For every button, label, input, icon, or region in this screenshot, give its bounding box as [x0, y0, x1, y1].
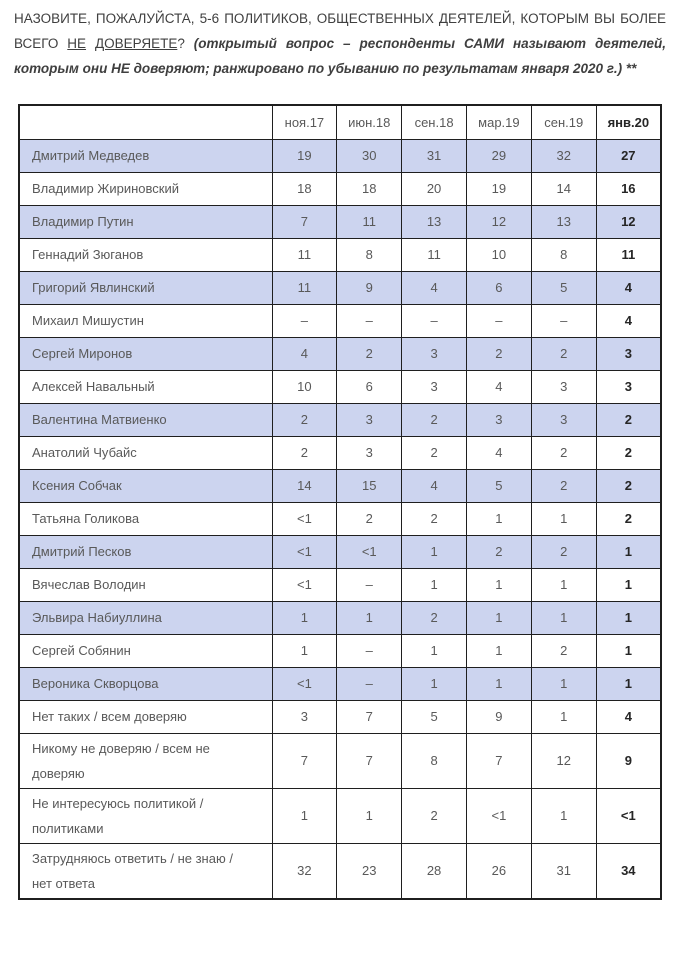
- row-value: 9: [466, 700, 531, 733]
- row-label: Михаил Мишустин: [19, 304, 272, 337]
- row-label: Ксения Собчак: [19, 469, 272, 502]
- row-value: 7: [272, 733, 337, 788]
- row-label: Владимир Жириновский: [19, 172, 272, 205]
- row-value: 1: [272, 788, 337, 843]
- row-label: Вячеслав Володин: [19, 568, 272, 601]
- row-value: 3: [596, 337, 661, 370]
- row-value: 1: [402, 634, 467, 667]
- table-row: [19, 535, 661, 568]
- row-value: 1: [466, 568, 531, 601]
- column-header: ноя.17: [272, 105, 337, 139]
- row-value: 1: [337, 788, 402, 843]
- row-label: Вероника Скворцова: [19, 667, 272, 700]
- column-header: июн.18: [337, 105, 402, 139]
- row-value: 4: [596, 304, 661, 337]
- row-value: 3: [402, 337, 467, 370]
- row-value: 12: [531, 733, 596, 788]
- row-value: <1: [272, 568, 337, 601]
- row-value: 4: [466, 370, 531, 403]
- row-value: 1: [402, 568, 467, 601]
- row-label: Нет таких / всем доверяю: [19, 700, 272, 733]
- row-value: 1: [596, 535, 661, 568]
- row-value: –: [402, 304, 467, 337]
- row-value: 2: [466, 535, 531, 568]
- row-value: 2: [272, 403, 337, 436]
- row-value: 2: [402, 788, 467, 843]
- row-value: 28: [402, 843, 467, 899]
- row-label: Владимир Путин: [19, 205, 272, 238]
- row-value: 4: [402, 469, 467, 502]
- row-value: 1: [272, 634, 337, 667]
- row-label: Григорий Явлинский: [19, 271, 272, 304]
- row-value: 7: [337, 733, 402, 788]
- table-row: [19, 436, 661, 469]
- row-value: 26: [466, 843, 531, 899]
- row-value: 12: [466, 205, 531, 238]
- table-row: [19, 601, 661, 634]
- row-value: 29: [466, 139, 531, 172]
- row-value: 9: [337, 271, 402, 304]
- row-value: 2: [337, 502, 402, 535]
- table-row: [19, 469, 661, 502]
- row-value: –: [337, 304, 402, 337]
- row-value: 1: [596, 634, 661, 667]
- row-label: Дмитрий Медведев: [19, 139, 272, 172]
- row-label: Никому не доверяю / всем не доверяю: [19, 733, 272, 788]
- row-value: 16: [596, 172, 661, 205]
- table-header-row: [19, 105, 661, 139]
- row-label: Алексей Навальный: [19, 370, 272, 403]
- table-row: [19, 337, 661, 370]
- row-value: 6: [337, 370, 402, 403]
- row-label: Геннадий Зюганов: [19, 238, 272, 271]
- row-value: <1: [272, 535, 337, 568]
- row-value: 2: [402, 601, 467, 634]
- row-value: 8: [402, 733, 467, 788]
- table-row: [19, 370, 661, 403]
- row-value: <1: [272, 667, 337, 700]
- row-value: 1: [272, 601, 337, 634]
- row-value: 9: [596, 733, 661, 788]
- row-label: Анатолий Чубайс: [19, 436, 272, 469]
- row-value: 1: [531, 601, 596, 634]
- row-value: 13: [402, 205, 467, 238]
- row-value: 2: [531, 535, 596, 568]
- question-segment: ?: [177, 36, 194, 51]
- row-value: –: [337, 634, 402, 667]
- table-row: [19, 667, 661, 700]
- row-value: 1: [466, 502, 531, 535]
- row-value: 18: [337, 172, 402, 205]
- row-value: <1: [337, 535, 402, 568]
- row-value: 3: [402, 370, 467, 403]
- row-value: 2: [531, 469, 596, 502]
- row-value: 1: [466, 667, 531, 700]
- row-value: <1: [272, 502, 337, 535]
- table-row: [19, 788, 661, 843]
- row-value: 2: [596, 502, 661, 535]
- corner-cell: [19, 105, 272, 139]
- table-row: [19, 634, 661, 667]
- row-value: 1: [466, 634, 531, 667]
- table-row: [19, 700, 661, 733]
- row-value: 4: [596, 271, 661, 304]
- row-value: 11: [402, 238, 467, 271]
- row-value: 3: [596, 370, 661, 403]
- row-value: 3: [531, 370, 596, 403]
- row-label: Сергей Миронов: [19, 337, 272, 370]
- row-value: 2: [402, 436, 467, 469]
- row-value: 1: [531, 568, 596, 601]
- row-value: 5: [531, 271, 596, 304]
- row-value: –: [466, 304, 531, 337]
- table-row: [19, 271, 661, 304]
- row-value: 7: [272, 205, 337, 238]
- row-value: 2: [402, 403, 467, 436]
- row-value: 19: [466, 172, 531, 205]
- table-body: [19, 139, 661, 899]
- column-header: мар.19: [466, 105, 531, 139]
- table-head: [19, 105, 661, 139]
- table-row: [19, 568, 661, 601]
- table-row: [19, 139, 661, 172]
- column-header: янв.20: [596, 105, 661, 139]
- row-value: 20: [402, 172, 467, 205]
- question-segment: (открытый вопрос – респонденты САМИ называют деятелей, которым они НЕ доверяют; ранжировано по убыванию по результатам января 2020 г.) **: [14, 36, 666, 76]
- row-value: 2: [466, 337, 531, 370]
- row-value: 4: [272, 337, 337, 370]
- row-value: 27: [596, 139, 661, 172]
- row-value: 1: [531, 502, 596, 535]
- row-value: 34: [596, 843, 661, 899]
- row-value: 3: [337, 436, 402, 469]
- table-row: [19, 502, 661, 535]
- row-value: 32: [272, 843, 337, 899]
- row-value: 2: [402, 502, 467, 535]
- row-value: 2: [596, 403, 661, 436]
- row-value: 2: [531, 337, 596, 370]
- row-value: 1: [531, 700, 596, 733]
- row-label: Дмитрий Песков: [19, 535, 272, 568]
- row-label: Не интересуюсь политикой / политиками: [19, 788, 272, 843]
- column-header: сен.18: [402, 105, 467, 139]
- row-value: 3: [272, 700, 337, 733]
- table-row: [19, 403, 661, 436]
- row-value: 1: [337, 601, 402, 634]
- row-value: –: [272, 304, 337, 337]
- row-value: 14: [531, 172, 596, 205]
- row-value: 10: [272, 370, 337, 403]
- row-value: 11: [596, 238, 661, 271]
- row-value: 1: [596, 568, 661, 601]
- row-value: 8: [337, 238, 402, 271]
- row-value: 1: [531, 667, 596, 700]
- row-value: <1: [596, 788, 661, 843]
- question-text: [14, 6, 666, 81]
- row-value: 3: [531, 403, 596, 436]
- row-value: 12: [596, 205, 661, 238]
- table-row: [19, 238, 661, 271]
- table-row: [19, 733, 661, 788]
- row-value: 8: [531, 238, 596, 271]
- row-value: 2: [531, 634, 596, 667]
- row-value: 18: [272, 172, 337, 205]
- distrust-table: [18, 104, 662, 900]
- row-value: 14: [272, 469, 337, 502]
- row-value: 2: [272, 436, 337, 469]
- row-label: Валентина Матвиенко: [19, 403, 272, 436]
- table-row: [19, 172, 661, 205]
- row-label: Сергей Собянин: [19, 634, 272, 667]
- row-label: Затрудняюсь ответить / не знаю / нет ответа: [19, 843, 272, 899]
- column-header: сен.19: [531, 105, 596, 139]
- row-label: Эльвира Набиуллина: [19, 601, 272, 634]
- row-value: 1: [402, 667, 467, 700]
- row-value: 5: [466, 469, 531, 502]
- row-value: 11: [337, 205, 402, 238]
- row-value: 19: [272, 139, 337, 172]
- row-value: 1: [402, 535, 467, 568]
- row-value: 2: [531, 436, 596, 469]
- row-label: Татьяна Голикова: [19, 502, 272, 535]
- row-value: –: [337, 667, 402, 700]
- row-value: 30: [337, 139, 402, 172]
- row-value: 4: [596, 700, 661, 733]
- row-value: 5: [402, 700, 467, 733]
- row-value: 10: [466, 238, 531, 271]
- table-row: [19, 205, 661, 238]
- row-value: 2: [596, 436, 661, 469]
- table-row: [19, 843, 661, 899]
- row-value: 1: [466, 601, 531, 634]
- row-value: 1: [531, 788, 596, 843]
- row-value: 11: [272, 238, 337, 271]
- question-segment: ДОВЕРЯЕТЕ: [94, 36, 178, 51]
- row-value: <1: [466, 788, 531, 843]
- row-value: 1: [596, 601, 661, 634]
- question-segment: НАЗОВИТЕ, ПОЖАЛУЙСТА, 5-6 ПОЛИТИКОВ, ОБЩЕСТВЕННЫХ ДЕЯТЕЛЕЙ, КОТОРЫМ ВЫ БОЛЕЕ ВСЕГО: [14, 11, 666, 51]
- row-value: –: [531, 304, 596, 337]
- row-value: 2: [596, 469, 661, 502]
- row-value: 11: [272, 271, 337, 304]
- row-value: 1: [596, 667, 661, 700]
- question-segment: НЕ: [67, 36, 87, 51]
- row-value: –: [337, 568, 402, 601]
- row-value: 6: [466, 271, 531, 304]
- row-value: 31: [402, 139, 467, 172]
- row-value: 23: [337, 843, 402, 899]
- row-value: 4: [402, 271, 467, 304]
- row-value: 32: [531, 139, 596, 172]
- row-value: 4: [466, 436, 531, 469]
- row-value: 2: [337, 337, 402, 370]
- row-value: 13: [531, 205, 596, 238]
- question-segment: [86, 36, 95, 51]
- row-value: 7: [337, 700, 402, 733]
- row-value: 3: [466, 403, 531, 436]
- row-value: 15: [337, 469, 402, 502]
- table-row: [19, 304, 661, 337]
- row-value: 31: [531, 843, 596, 899]
- row-value: 7: [466, 733, 531, 788]
- row-value: 3: [337, 403, 402, 436]
